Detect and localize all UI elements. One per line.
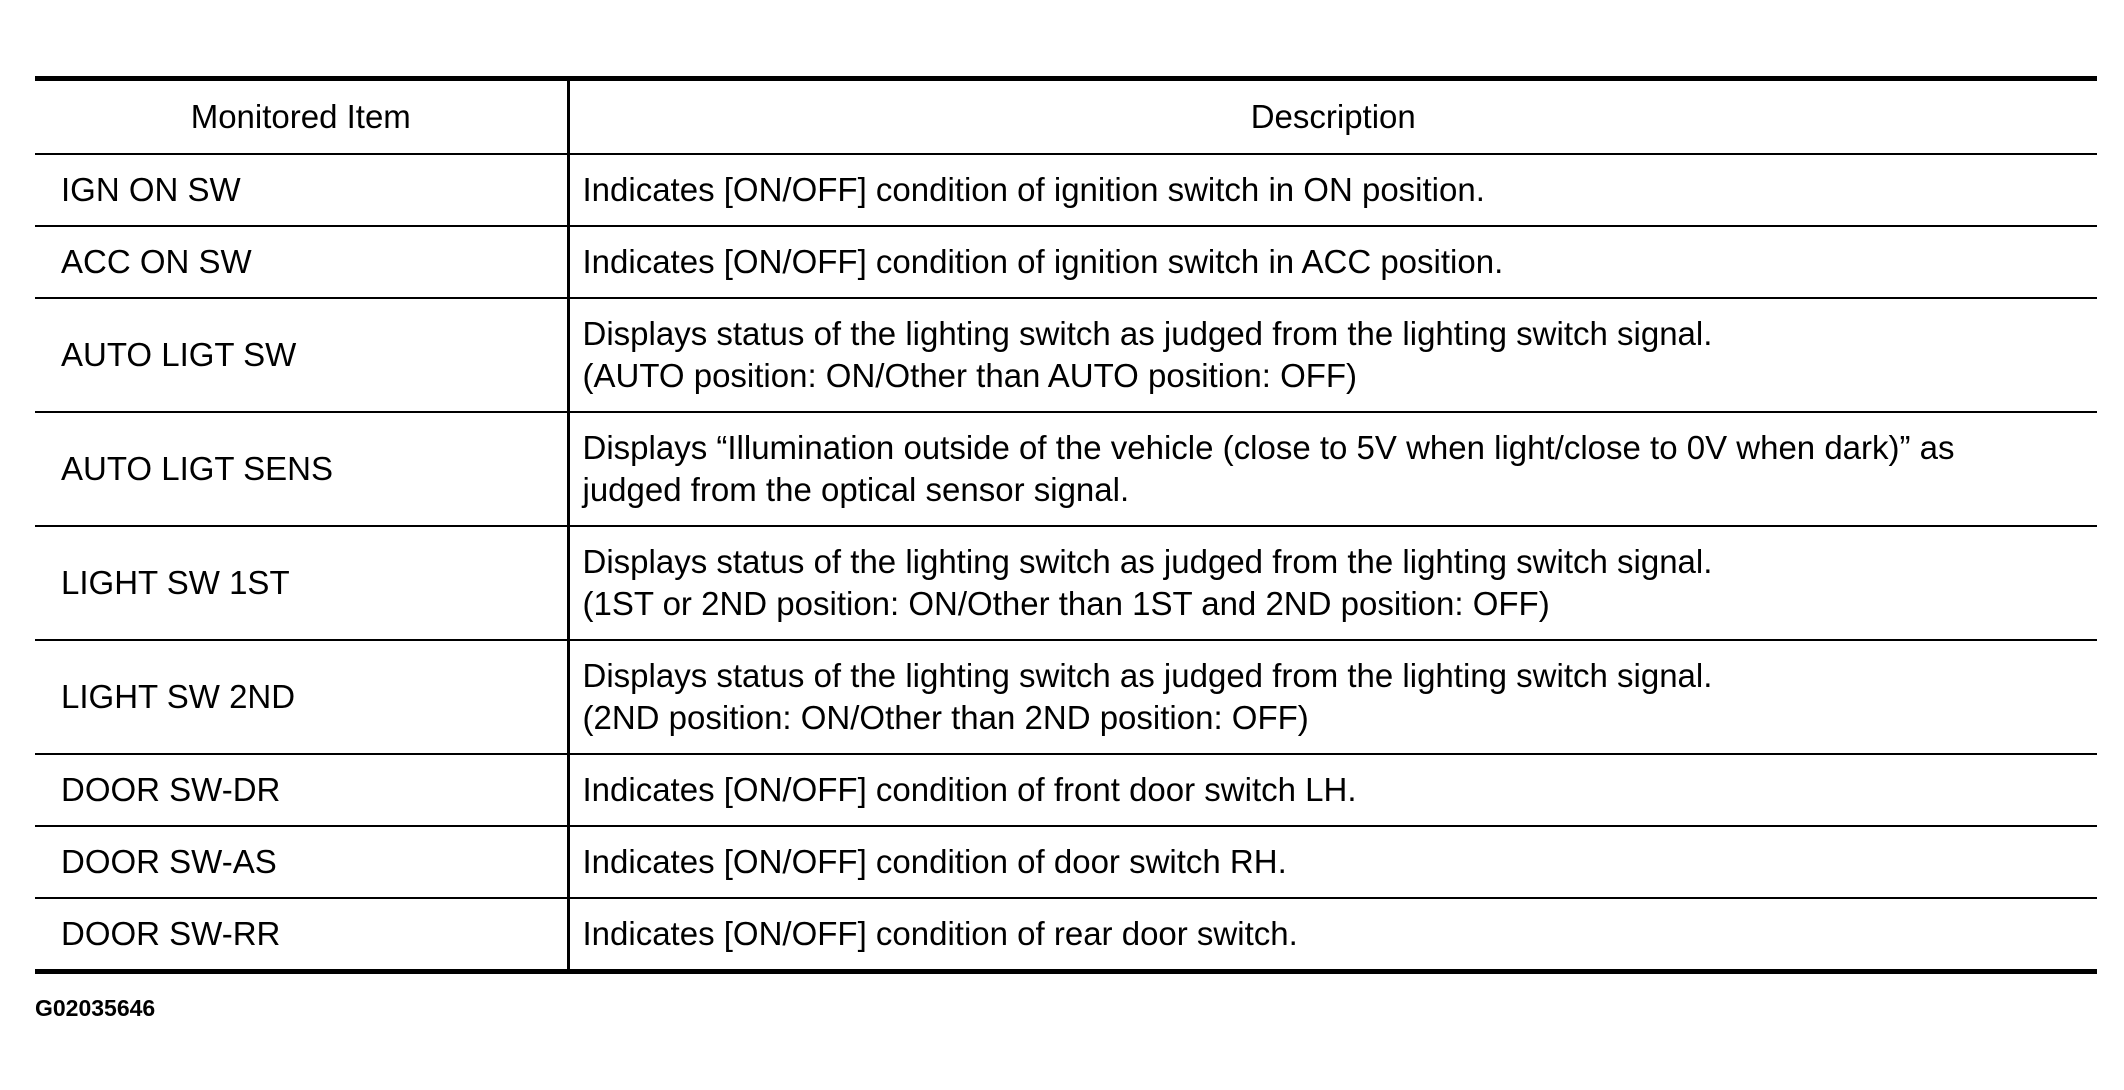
description-cell — [568, 154, 2097, 226]
figure-id-label: G02035646 — [35, 995, 156, 1021]
description-line: Indicates [ON/OFF] condition of ignition switch in ACC position. — [582, 243, 1504, 280]
description-cell — [568, 640, 2097, 754]
monitored-item-cell: DOOR SW-AS — [35, 826, 568, 898]
description-cell — [568, 526, 2097, 640]
table-row — [35, 754, 2097, 826]
monitored-item-cell: IGN ON SW — [35, 154, 568, 226]
description-line: Displays status of the lighting switch as judged from the lighting switch signal. — [582, 543, 1713, 580]
description-cell — [568, 412, 2097, 526]
monitored-item-cell: LIGHT SW 1ST — [35, 526, 568, 640]
description-line: (1ST or 2ND position: ON/Other than 1ST and 2ND position: OFF) — [582, 585, 1550, 622]
table-row — [35, 412, 2097, 526]
description-line: Indicates [ON/OFF] condition of rear door switch. — [582, 915, 1298, 952]
table-row — [35, 898, 2097, 972]
description-line: Displays status of the lighting switch as judged from the lighting switch signal. — [582, 657, 1713, 694]
monitored-item-cell: ACC ON SW — [35, 226, 568, 298]
table-row — [35, 826, 2097, 898]
description-cell — [568, 298, 2097, 412]
description-cell — [568, 226, 2097, 298]
monitored-item-cell: LIGHT SW 2ND — [35, 640, 568, 754]
monitored-item-cell: AUTO LIGT SENS — [35, 412, 568, 526]
table-row — [35, 640, 2097, 754]
description-line: Displays status of the lighting switch as judged from the lighting switch signal. — [582, 315, 1713, 352]
monitored-item-cell: AUTO LIGT SW — [35, 298, 568, 412]
description-line: Indicates [ON/OFF] condition of front door switch LH. — [582, 771, 1357, 808]
description-line: Indicates [ON/OFF] condition of ignition switch in ON position. — [582, 171, 1485, 208]
monitored-item-cell: DOOR SW-DR — [35, 754, 568, 826]
table-row — [35, 526, 2097, 640]
table-header-row — [35, 79, 2097, 155]
table-row — [35, 154, 2097, 226]
description-cell — [568, 826, 2097, 898]
description-cell — [568, 754, 2097, 826]
column-header-description: Description — [568, 79, 2097, 155]
description-line: Indicates [ON/OFF] condition of door switch RH. — [582, 843, 1287, 880]
column-header-monitored-item: Monitored Item — [190, 98, 411, 135]
table-row — [35, 226, 2097, 298]
description-line: (2ND position: ON/Other than 2ND position: OFF) — [582, 699, 1309, 736]
monitored-item-cell: DOOR SW-RR — [35, 898, 568, 972]
monitored-items-table — [35, 76, 2097, 974]
description-line: (AUTO position: ON/Other than AUTO position: OFF) — [582, 357, 1358, 394]
description-line: Displays “Illumination outside of the vehicle (close to 5V when light/close to 0V when dark)” as — [582, 429, 1955, 466]
description-line: judged from the optical sensor signal. — [582, 471, 1130, 508]
table-row — [35, 298, 2097, 412]
description-cell — [568, 898, 2097, 972]
